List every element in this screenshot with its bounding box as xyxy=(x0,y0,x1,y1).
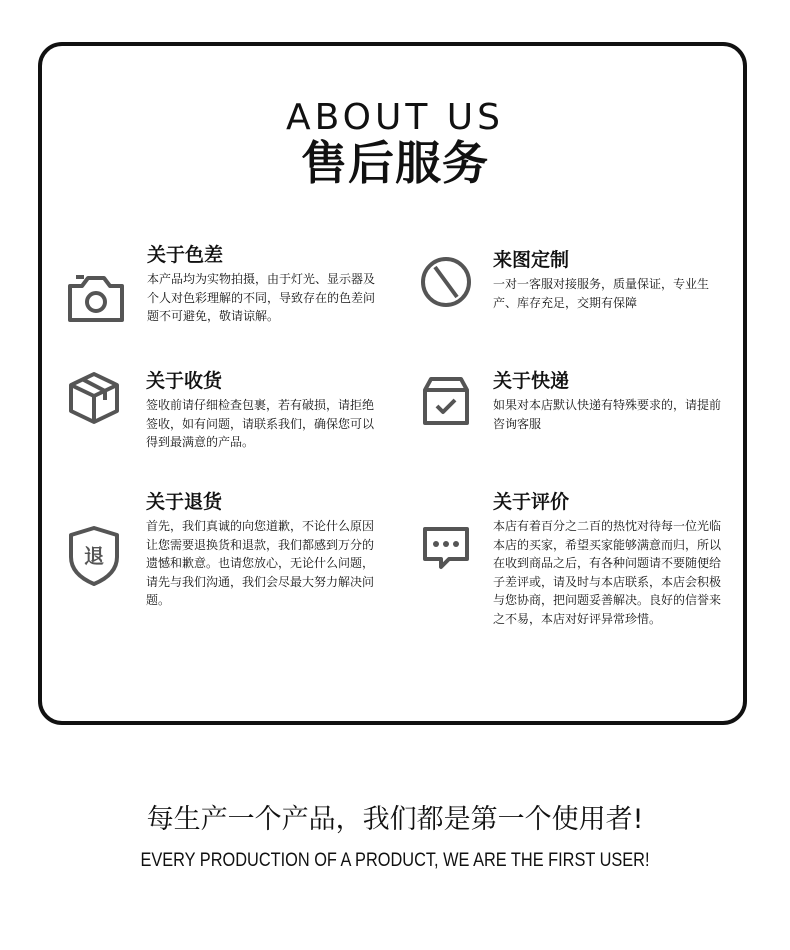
item-description: 一对一客服对接服务，质量保证，专业生产、库存充足，交期有保障 xyxy=(493,277,710,310)
about-us-heading: ABOUT US xyxy=(285,97,504,138)
no-entry-icon xyxy=(419,255,473,309)
item-title: 关于色差 xyxy=(147,244,224,266)
item-reviews xyxy=(493,490,790,629)
item-title: 关于退货 xyxy=(146,491,223,513)
chat-bubble-icon xyxy=(421,525,471,571)
item-title: 来图定制 xyxy=(493,249,570,271)
return-shield-icon xyxy=(67,525,121,587)
delivery-box-icon xyxy=(421,376,471,426)
item-description: 如果对本店默认快递有特殊要求的，请提前咨询客服 xyxy=(493,398,722,431)
slogan-english: EVERY PRODUCTION OF A PRODUCT, WE ARE THE FIRST USER! xyxy=(140,850,650,871)
camera-icon xyxy=(66,270,126,326)
item-title: 关于评价 xyxy=(493,491,570,513)
item-description: 本产品均为实物拍摄，由于灯光、显示器及个人对色彩理解的不同，导致存在的色差问题不可避免，敬请谅解。 xyxy=(147,272,376,324)
item-title: 关于收货 xyxy=(146,370,223,392)
item-description: 签收前请仔细检查包裹，若有破损，请拒绝签收，如有问题，请联系我们，确保您可以得到最满意的产品。 xyxy=(146,398,375,450)
item-custom-design xyxy=(493,248,790,312)
after-sales-heading: 售后服务 xyxy=(301,136,489,190)
item-description: 本店有着百分之二百的热忱对待每一位光临本店的买家，希望买家能够满意而归，所以在收到商品之后，有各种问题请不要随便给子差评或，请及时与本店联系，本店会积极与您协商，把问题妥善解决。良好的信誉来之不易，本店对好评异常珍惜。 xyxy=(493,519,722,626)
slogan-chinese: 每生产一个产品，我们都是第一个使用者! xyxy=(146,804,644,835)
item-description: 首先，我们真诚的向您道歉，不论什么原因让您需要退换货和退款，我们都感到万分的遗憾和歉意。也请您放心，无论什么问题，请先与我们沟通，我们会尽最大努力解决问题。 xyxy=(146,519,375,608)
package-icon xyxy=(67,370,121,426)
return-label: 退 xyxy=(84,544,104,568)
item-express xyxy=(493,369,790,433)
item-title: 关于快递 xyxy=(493,370,570,392)
